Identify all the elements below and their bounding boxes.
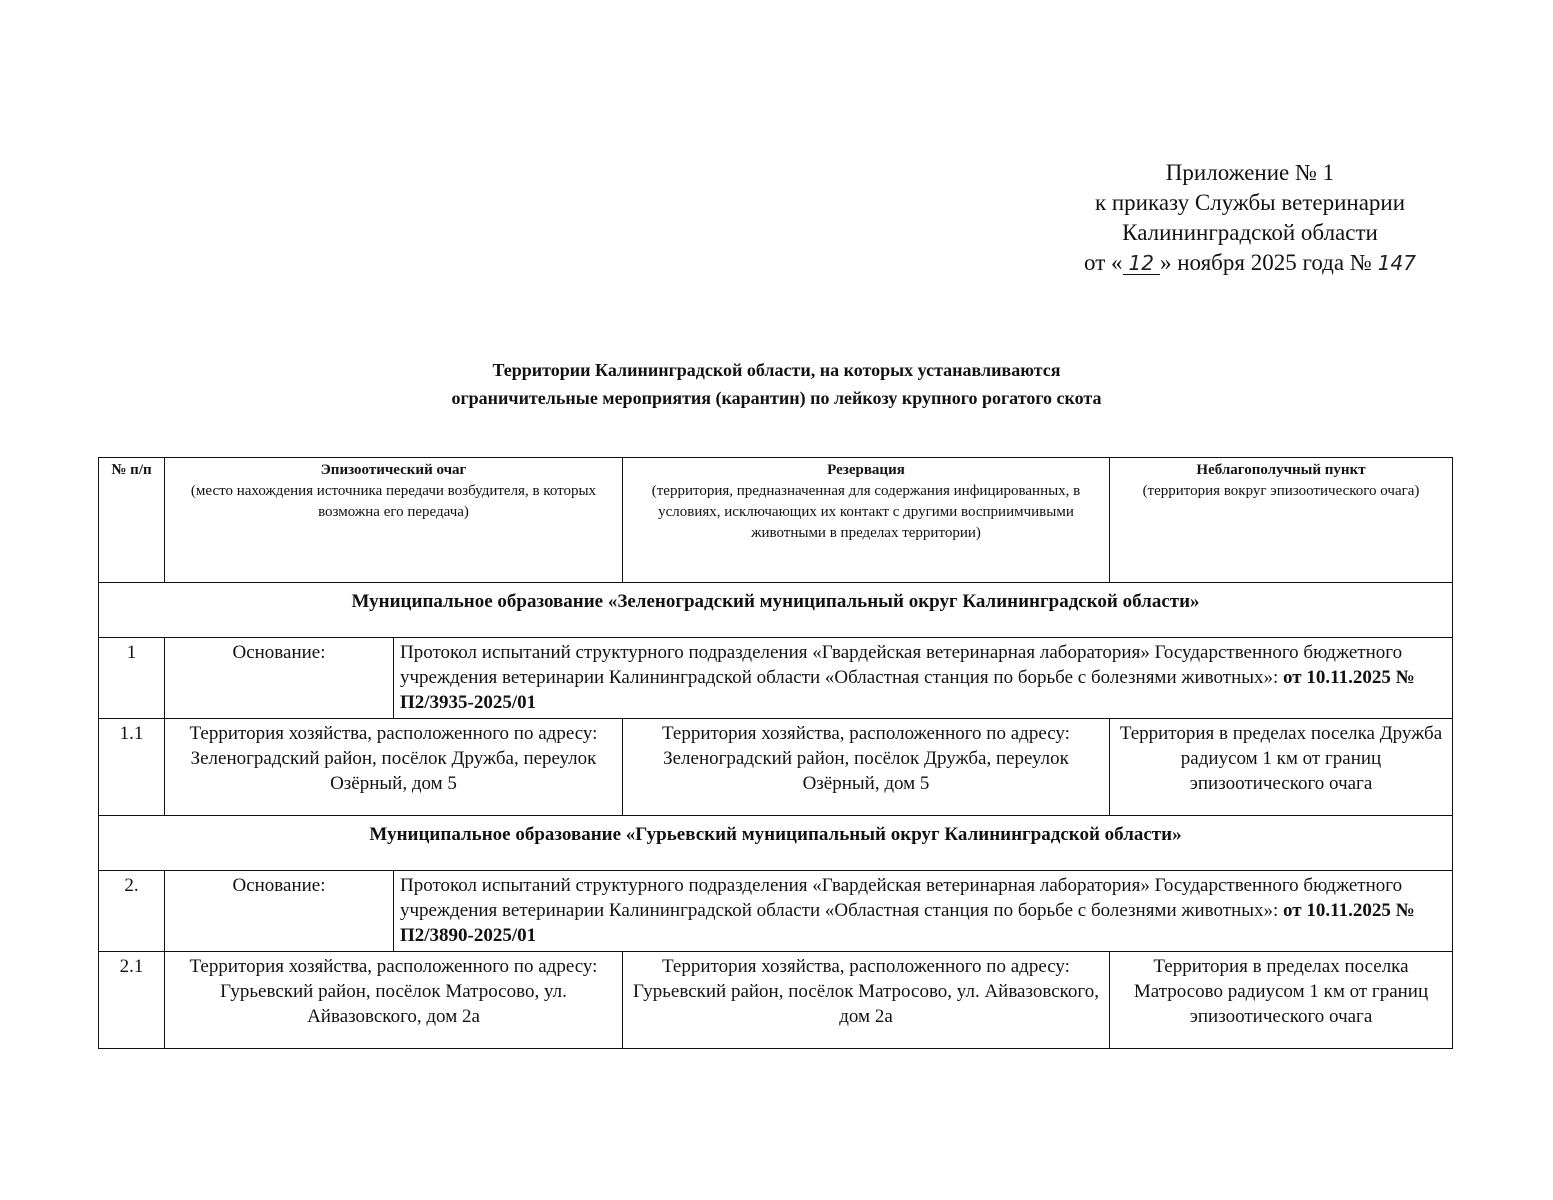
basis-label: Основание: <box>165 871 394 952</box>
table-header-row <box>99 458 1453 583</box>
quarantine-table <box>98 457 1453 1049</box>
header-num: № п/п <box>99 458 165 583</box>
header-focus-title: Эпизоотический очаг <box>320 462 467 478</box>
appendix-line: к приказу Службы ветеринарии <box>1094 190 1406 215</box>
header-reserve-desc: (территория, предназначенная для содержания инфицированных, в условиях, исключающих их контакт с другими восприимчивыми животными в пределах территории) <box>651 483 1081 541</box>
header-focus-desc: (место нахождения источника передачи возбудителя, в которых возможна его передача) <box>190 483 597 520</box>
item-number: 2.1 <box>99 952 165 1049</box>
header-reserve <box>623 458 1110 583</box>
header-focus <box>165 458 623 583</box>
basis-ref: от 10.11.2025 № П2/3935-2025/01 <box>400 667 1415 713</box>
handwritten-day: 12 <box>1123 252 1160 275</box>
basis-row <box>99 638 1453 719</box>
row-number: 1 <box>99 638 165 719</box>
title-line: Территории Калининградской области, на которых устанавливаются <box>492 360 1061 380</box>
header-reserve-title: Резервация <box>827 462 905 478</box>
header-point <box>1110 458 1453 583</box>
basis-label: Основание: <box>165 638 394 719</box>
header-point-desc: (территория вокруг эпизоотического очага) <box>1142 483 1420 499</box>
appendix-line: Приложение № 1 <box>1165 160 1335 185</box>
header-point-title: Неблагополучный пункт <box>1196 462 1366 478</box>
handwritten-order-number: 147 <box>1377 251 1416 275</box>
appendix-block <box>1040 158 1460 278</box>
row-number: 2. <box>99 871 165 952</box>
section-row <box>99 816 1453 871</box>
point-cell: Территория в пределах поселка Дружба радиусом 1 км от границ эпизоотического очага <box>1110 719 1453 816</box>
section-row <box>99 583 1453 638</box>
reserve-cell: Территория хозяйства, расположенного по адресу: Гурьевский район, посёлок Матросово, ул. Айвазовского, дом 2а <box>623 952 1110 1049</box>
section-name: Муниципальное образование «Зеленоградский муниципальный округ Калининградской области» <box>99 583 1453 638</box>
table-row <box>99 952 1453 1049</box>
section-name: Муниципальное образование «Гурьевский муниципальный округ Калининградской области» <box>99 816 1453 871</box>
date-mid: » ноября 2025 года № <box>1159 250 1372 275</box>
focus-cell: Территория хозяйства, расположенного по адресу: Зеленоградский район, посёлок Дружба, переулок Озёрный, дом 5 <box>165 719 623 816</box>
order-date-line <box>1040 248 1460 278</box>
reserve-cell: Территория хозяйства, расположенного по адресу: Зеленоградский район, посёлок Дружба, переулок Озёрный, дом 5 <box>623 719 1110 816</box>
appendix-line: Калининградской области <box>1122 220 1378 245</box>
date-prefix: от « <box>1084 250 1123 275</box>
item-number: 1.1 <box>99 719 165 816</box>
table-row <box>99 719 1453 816</box>
basis-text: Протокол испытаний структурного подразделения «Гвардейская ветеринарная лаборатория» Государственного бюджетного учреждения ветеринарии Калининградской области «Областная станция по борьбе с болезнями животных»: от 10.11.2025 № П2/3935-2025/01 <box>394 638 1453 719</box>
basis-text: Протокол испытаний структурного подразделения «Гвардейская ветеринарная лаборатория» Государственного бюджетного учреждения ветеринарии Калининградской области «Областная станция по борьбе с болезнями животных»: от 10.11.2025 № П2/3890-2025/01 <box>394 871 1453 952</box>
basis-row <box>99 871 1453 952</box>
basis-ref: от 10.11.2025 № П2/3890-2025/01 <box>400 900 1415 946</box>
focus-cell: Территория хозяйства, расположенного по адресу: Гурьевский район, посёлок Матросово, ул. Айвазовского, дом 2а <box>165 952 623 1049</box>
document-title <box>200 356 1353 412</box>
title-line: ограничительные мероприятия (карантин) по лейкозу крупного рогатого скота <box>451 388 1102 408</box>
point-cell: Территория в пределах поселка Матросово радиусом 1 км от границ эпизоотического очага <box>1110 952 1453 1049</box>
